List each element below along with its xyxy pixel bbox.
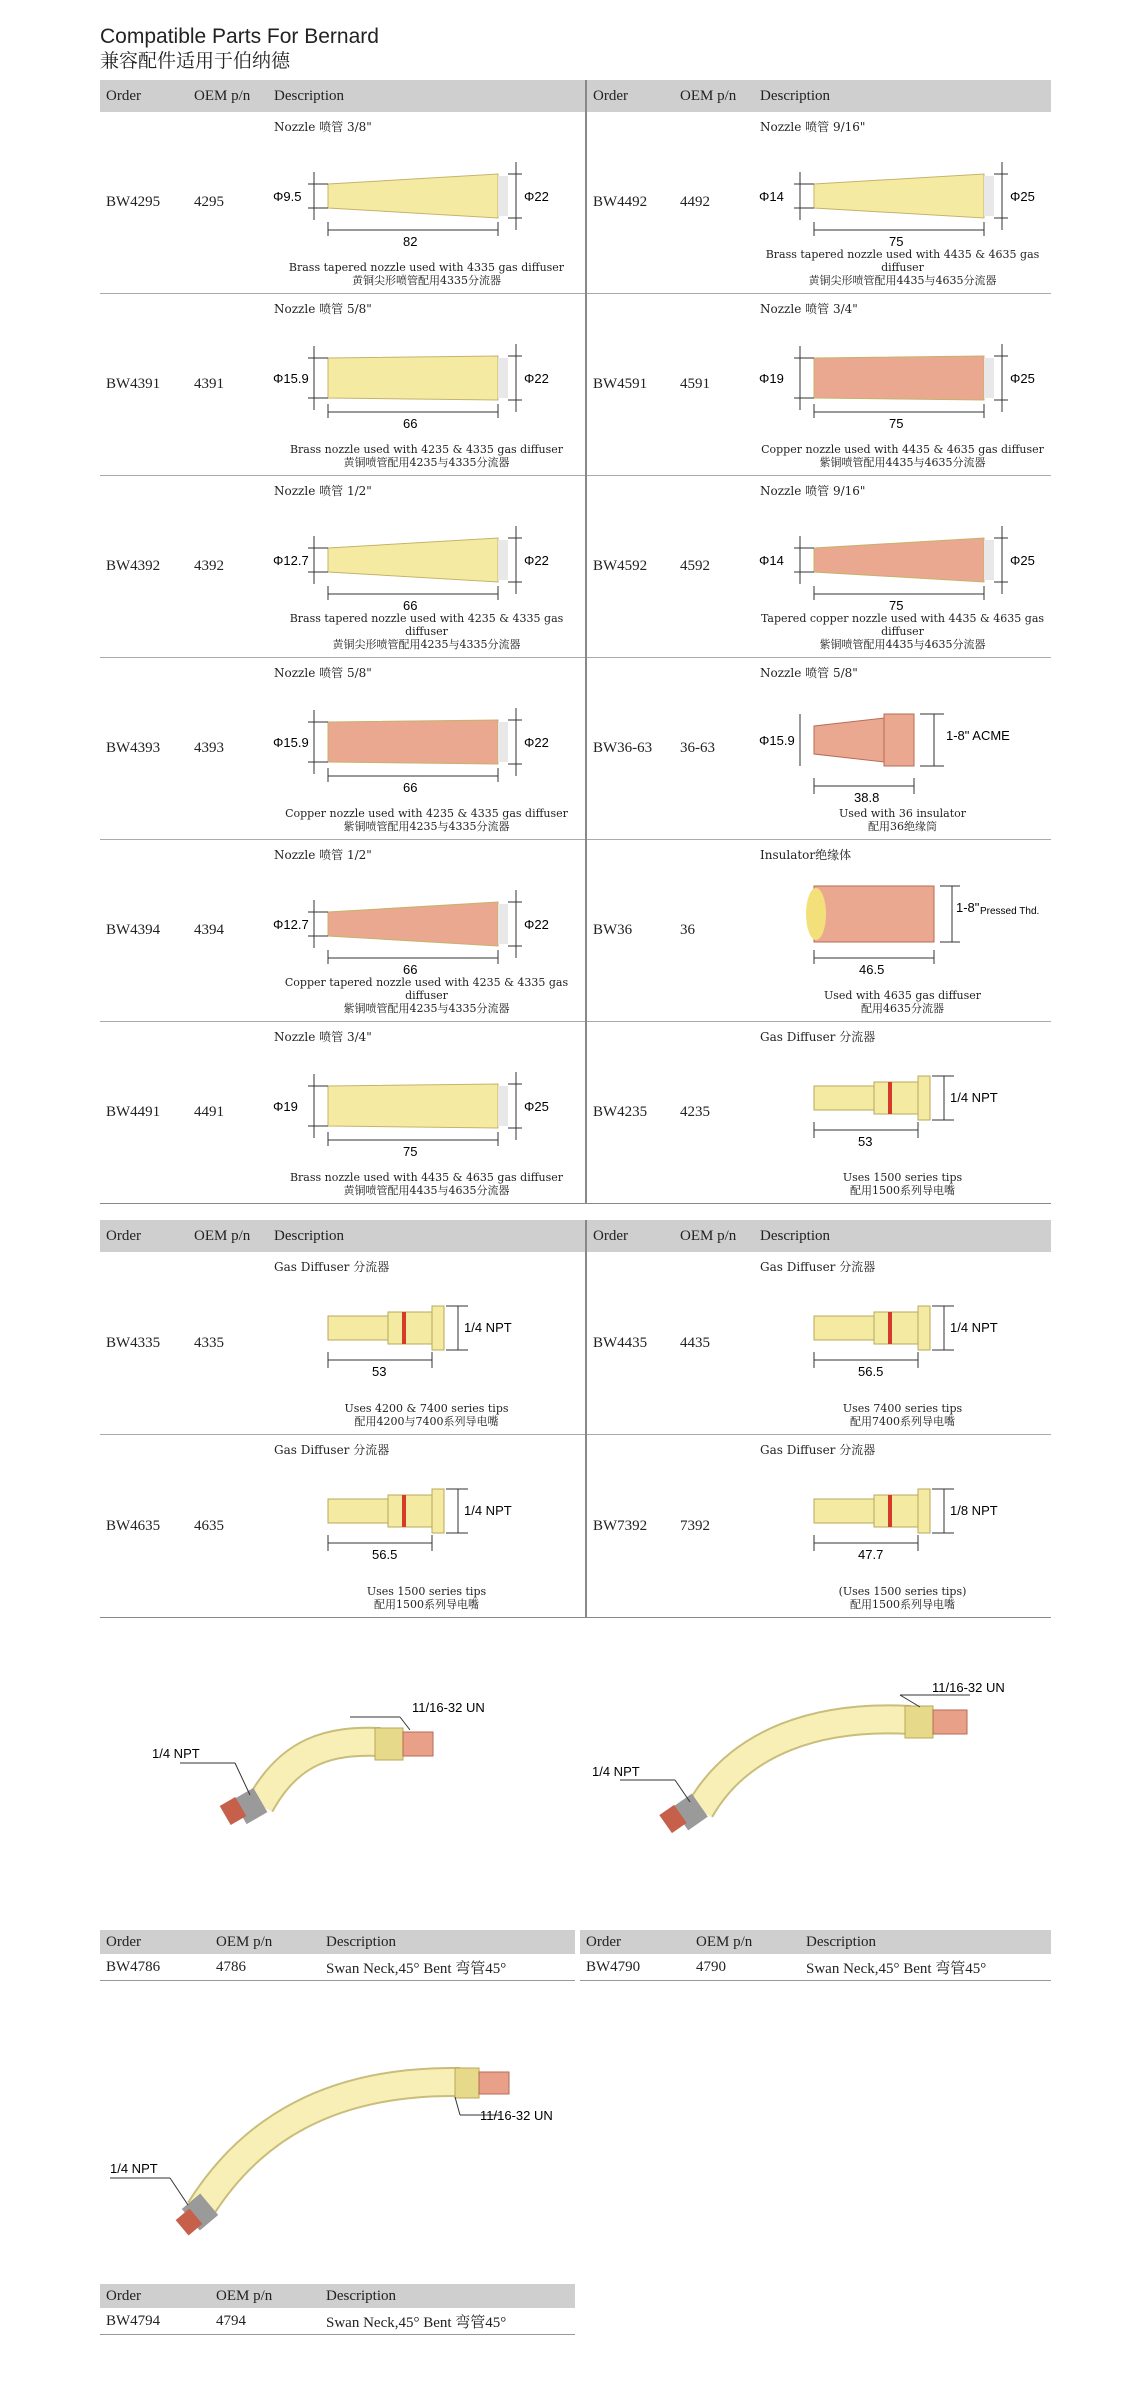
note-chinese: 配用1500系列导电嘴 (850, 1598, 955, 1611)
part-caption: Nozzle 喷管 3/8" (274, 120, 372, 134)
diffuser-shape (328, 1499, 388, 1523)
order-cell: BW4786 (100, 1954, 210, 1981)
description-block (268, 112, 585, 293)
description-cell (754, 1252, 1051, 1435)
header-order: Order (100, 1930, 210, 1954)
header-oem: OEM p/n (188, 1220, 268, 1252)
order-cell: BW4492 (586, 112, 674, 294)
note-english: Used with 36 insulator (838, 807, 967, 820)
inner-diameter-label: Φ14 (759, 553, 784, 568)
oem-cell: 4295 (188, 112, 268, 294)
part-drawing (268, 316, 568, 457)
order-cell: BW4393 (100, 658, 188, 840)
oem-cell: 4235 (674, 1022, 754, 1204)
nozzle-shape (328, 1084, 498, 1128)
outer-diameter-label: Φ25 (1010, 189, 1035, 204)
neck-c-npt-label: 1/4 NPT (110, 2161, 158, 2176)
diffuser-shape (814, 1316, 874, 1340)
order-cell: BW36 (586, 840, 674, 1022)
neck-table-4786 (100, 1930, 575, 1981)
nozzle-shape (814, 538, 984, 582)
neck-b-npt-label: 1/4 NPT (592, 1764, 640, 1779)
part-note (754, 1585, 1051, 1611)
part-drawing (268, 1044, 568, 1185)
length-label: 38.8 (854, 790, 880, 805)
order-cell: BW4235 (586, 1022, 674, 1204)
description-cell (754, 1435, 1051, 1618)
table-row (100, 1954, 575, 1981)
oem-cell: 4335 (188, 1252, 268, 1435)
page-title (100, 24, 379, 74)
note-english: Uses 1500 series tips (366, 1585, 487, 1598)
part-note (754, 612, 1051, 651)
table-row (100, 2308, 575, 2335)
outer-diameter-label: Φ22 (524, 735, 549, 750)
description-block (754, 658, 1051, 839)
table-row (100, 294, 1051, 476)
description-cell (754, 476, 1051, 658)
note-english: Copper nozzle used with 4235 & 4335 gas diffuser (285, 807, 568, 820)
thread-label: 1/4 NPT (950, 1090, 998, 1105)
note-english: Tapered copper nozzle used with 4435 & 4635 gas diffuser (760, 612, 1045, 638)
outer-diameter-label: Φ22 (524, 917, 549, 932)
diffuser-shape (814, 1499, 874, 1523)
part-drawing (268, 680, 568, 821)
note-english: Brass nozzle used with 4435 & 4635 gas diffuser (289, 1171, 564, 1184)
insulator-shape (814, 886, 934, 942)
description-cell (754, 1022, 1051, 1204)
part-drawing (268, 1274, 568, 1416)
note-english: Copper tapered nozzle used with 4235 & 4335 gas diffuser (284, 976, 569, 1002)
inner-diameter-label: Φ15.9 (273, 371, 309, 386)
order-cell: BW4635 (100, 1435, 188, 1618)
part-note (268, 261, 585, 287)
part-drawing (754, 1457, 1054, 1599)
header-order: Order (586, 1220, 674, 1252)
description-block (754, 840, 1051, 1021)
description-cell (754, 658, 1051, 840)
oem-cell: 4435 (674, 1252, 754, 1435)
note-english: Brass tapered nozzle used with 4435 & 4635 gas diffuser (765, 248, 1040, 274)
note-chinese: 黄铜尖形喷管配用4335分流器 (352, 274, 501, 287)
note-chinese: 黄铜喷管配用4235与4335分流器 (343, 456, 510, 469)
header-description: Description (268, 1220, 586, 1252)
header-oem: OEM p/n (210, 2284, 320, 2308)
length-label: 46.5 (859, 962, 885, 977)
table-row (580, 1954, 1051, 1981)
diffuser-shape (328, 1316, 388, 1340)
note-english: Brass tapered nozzle used with 4235 & 4335 gas diffuser (289, 612, 564, 638)
oem-cell: 36-63 (674, 658, 754, 840)
order-cell: BW4335 (100, 1252, 188, 1435)
part-drawing (754, 862, 1054, 1003)
header-oem: OEM p/n (674, 1220, 754, 1252)
note-chinese: 黄铜尖形喷管配用4235与4335分流器 (332, 638, 521, 651)
nozzle-shape (328, 902, 498, 946)
length-label: 56.5 (372, 1547, 398, 1562)
table-row (100, 840, 1051, 1022)
description-block (268, 840, 585, 1021)
part-drawing (268, 134, 568, 275)
header-description: Description (800, 1930, 1051, 1954)
part-caption: Nozzle 喷管 5/8" (760, 666, 858, 680)
description-cell (268, 112, 586, 294)
inner-diameter-label: Φ19 (273, 1099, 298, 1114)
nozzle-shape (328, 356, 498, 400)
oem-cell: 7392 (674, 1435, 754, 1618)
note-english: (Uses 1500 series tips) (838, 1585, 967, 1598)
part-caption: Gas Diffuser 分流器 (274, 1443, 390, 1457)
order-cell: BW4391 (100, 294, 188, 476)
note-chinese: 黄铜尖形喷管配用4435与4635分流器 (808, 274, 997, 287)
oem-cell: 4491 (188, 1022, 268, 1204)
length-label: 82 (403, 234, 418, 249)
nozzle-shape (328, 538, 498, 582)
length-label: 47.7 (858, 1547, 884, 1562)
length-label: 66 (403, 598, 418, 613)
part-caption: Insulator绝缘体 (760, 848, 852, 862)
order-cell: BW7392 (586, 1435, 674, 1618)
oem-cell: 4592 (674, 476, 754, 658)
oem-cell: 4591 (674, 294, 754, 476)
length-label: 66 (403, 780, 418, 795)
note-english: Used with 4635 gas diffuser (823, 989, 981, 1002)
description-cell (268, 1022, 586, 1204)
neck-b-un-label: 11/16-32 UN (932, 1680, 1005, 1695)
header-oem: OEM p/n (674, 80, 754, 112)
part-note (754, 1171, 1051, 1197)
swan-neck-4786-drawing (140, 1690, 500, 1850)
oem-cell: 4790 (690, 1954, 800, 1981)
part-caption: Nozzle 喷管 1/2" (274, 848, 372, 862)
part-caption: Gas Diffuser 分流器 (760, 1030, 876, 1044)
note-chinese: 紫铜喷管配用4435与4635分流器 (819, 638, 986, 651)
note-english: Brass nozzle used with 4235 & 4335 gas diffuser (289, 443, 564, 456)
note-english: Uses 4200 & 7400 series tips (344, 1402, 509, 1415)
header-order: Order (100, 80, 188, 112)
description-block (754, 1252, 1051, 1434)
description-cell (268, 294, 586, 476)
table-row (100, 1435, 1051, 1618)
nozzle-shape (328, 720, 498, 764)
note-english: Uses 7400 series tips (842, 1402, 963, 1415)
order-cell: BW4592 (586, 476, 674, 658)
part-caption: Nozzle 喷管 5/8" (274, 666, 372, 680)
header-description: Description (320, 2284, 575, 2308)
title-chinese: 兼容配件适用于伯纳德 (100, 50, 291, 72)
oem-cell: 4794 (210, 2308, 320, 2335)
part-caption: Gas Diffuser 分流器 (274, 1260, 390, 1274)
length-label: 56.5 (858, 1364, 884, 1379)
part-caption: Nozzle 喷管 3/4" (274, 1030, 372, 1044)
nozzle-shape (814, 174, 984, 218)
description-cell (268, 840, 586, 1022)
oem-cell: 4394 (188, 840, 268, 1022)
description-block (754, 1435, 1051, 1617)
order-cell: BW4790 (580, 1954, 690, 1981)
outer-diameter-label: Φ25 (1010, 371, 1035, 386)
thread-type-label: Pressed Thd. (980, 906, 1040, 917)
description-cell: Swan Neck,45° Bent 弯管45° (320, 2308, 575, 2335)
nozzle-shape (814, 718, 884, 762)
part-note (268, 1171, 585, 1197)
order-cell: BW4435 (586, 1252, 674, 1435)
oem-cell: 4391 (188, 294, 268, 476)
part-note (754, 443, 1051, 469)
nozzle-shape (328, 174, 498, 218)
oem-cell: 4393 (188, 658, 268, 840)
parts-table-1 (100, 80, 1051, 1204)
part-note (268, 612, 585, 651)
title-english: Compatible Parts For Bernard (100, 25, 379, 48)
length-label: 53 (372, 1364, 387, 1379)
thread-label: 1-8" (956, 900, 980, 915)
diffuser-shape (814, 1086, 874, 1110)
header-oem: OEM p/n (188, 80, 268, 112)
table-row (100, 658, 1051, 840)
note-chinese: 配用7400系列导电嘴 (850, 1415, 955, 1428)
oem-cell: 36 (674, 840, 754, 1022)
order-cell: BW4794 (100, 2308, 210, 2335)
description-block (268, 1252, 585, 1434)
thread-label: 1/4 NPT (950, 1320, 998, 1335)
table-row (100, 1252, 1051, 1435)
neck-c-un-label: 11/16-32 UN (480, 2108, 553, 2123)
oem-cell: 4492 (674, 112, 754, 294)
description-block (754, 476, 1051, 657)
order-cell: BW4295 (100, 112, 188, 294)
length-label: 66 (403, 962, 418, 977)
note-chinese: 紫铜喷管配用4235与4335分流器 (343, 1002, 510, 1015)
table-row (100, 112, 1051, 294)
part-note (268, 443, 585, 469)
note-chinese: 配用1500系列导电嘴 (850, 1184, 955, 1197)
swan-neck-4790-drawing (580, 1680, 1060, 1860)
part-drawing (754, 316, 1054, 457)
inner-diameter-label: Φ9.5 (273, 189, 302, 204)
description-cell (268, 1435, 586, 1618)
note-chinese: 黄铜喷管配用4435与4635分流器 (343, 1184, 510, 1197)
outer-diameter-label: Φ22 (524, 189, 549, 204)
order-cell: BW4392 (100, 476, 188, 658)
part-drawing (754, 1274, 1054, 1416)
neck-a-npt-label: 1/4 NPT (152, 1746, 200, 1761)
length-label: 66 (403, 416, 418, 431)
oem-cell: 4786 (210, 1954, 320, 1981)
header-order: Order (100, 1220, 188, 1252)
nozzle-shape (814, 356, 984, 400)
part-caption: Nozzle 喷管 3/4" (760, 302, 858, 316)
outer-diameter-label: Φ25 (524, 1099, 549, 1114)
neck-a-un-label: 11/16-32 UN (412, 1700, 485, 1715)
part-note (268, 976, 585, 1015)
header-order: Order (100, 2284, 210, 2308)
description-block (268, 1435, 585, 1617)
oem-cell: 4392 (188, 476, 268, 658)
header-description: Description (754, 80, 1051, 112)
length-label: 75 (889, 416, 904, 431)
note-chinese: 配用4635分流器 (861, 1002, 944, 1015)
inner-diameter-label: Φ14 (759, 189, 784, 204)
thread-label: 1/4 NPT (464, 1503, 512, 1518)
part-caption: Nozzle 喷管 9/16" (760, 484, 866, 498)
description-cell (754, 840, 1051, 1022)
description-cell: Swan Neck,45° Bent 弯管45° (800, 1954, 1051, 1981)
part-drawing (754, 1044, 1054, 1185)
length-label: 75 (403, 1144, 418, 1159)
part-drawing (268, 1457, 568, 1599)
part-note (754, 248, 1051, 287)
part-note (754, 807, 1051, 833)
part-caption: Nozzle 喷管 1/2" (274, 484, 372, 498)
outer-diameter-label: Φ22 (524, 553, 549, 568)
header-order: Order (586, 80, 674, 112)
part-note (268, 807, 585, 833)
description-cell (268, 1252, 586, 1435)
part-note (754, 989, 1051, 1015)
part-drawing (754, 680, 1054, 821)
description-block (268, 658, 585, 839)
parts-table-2 (100, 1220, 1051, 1618)
description-cell: Swan Neck,45° Bent 弯管45° (320, 1954, 575, 1981)
description-block (268, 1022, 585, 1203)
description-cell (754, 112, 1051, 294)
outer-diameter-label: Φ25 (1010, 553, 1035, 568)
order-cell: BW4394 (100, 840, 188, 1022)
inner-diameter-label: Φ19 (759, 371, 784, 386)
oem-cell: 4635 (188, 1435, 268, 1618)
header-description: Description (320, 1930, 575, 1954)
swan-neck-4794-drawing (100, 2040, 580, 2250)
description-block (268, 294, 585, 475)
description-block (754, 112, 1051, 293)
description-cell (268, 476, 586, 658)
note-chinese: 配用1500系列导电嘴 (374, 1598, 479, 1611)
part-caption: Nozzle 喷管 5/8" (274, 302, 372, 316)
note-chinese: 紫铜喷管配用4235与4335分流器 (343, 820, 510, 833)
header-description: Description (268, 80, 586, 112)
description-cell (268, 658, 586, 840)
table-header (100, 80, 1051, 112)
inner-diameter-label: Φ12.7 (273, 917, 309, 932)
thread-label: 1/8 NPT (950, 1503, 998, 1518)
note-chinese: 配用36绝缘筒 (868, 820, 937, 833)
header-description: Description (754, 1220, 1051, 1252)
description-cell (754, 294, 1051, 476)
inner-diameter-label: Φ12.7 (273, 553, 309, 568)
table-header (100, 1220, 1051, 1252)
length-label: 53 (858, 1134, 873, 1149)
table-row (100, 476, 1051, 658)
inner-diameter-label: Φ15.9 (759, 733, 795, 748)
outer-diameter-label: Φ22 (524, 371, 549, 386)
header-oem: OEM p/n (690, 1930, 800, 1954)
order-cell: BW4491 (100, 1022, 188, 1204)
table-row (100, 1022, 1051, 1204)
part-note (268, 1402, 585, 1428)
header-order: Order (580, 1930, 690, 1954)
neck-table-4794 (100, 2284, 575, 2335)
part-note (754, 1402, 1051, 1428)
neck-table-4790 (580, 1930, 1051, 1981)
length-label: 75 (889, 234, 904, 249)
order-cell: BW4591 (586, 294, 674, 476)
inner-diameter-label: Φ15.9 (273, 735, 309, 750)
part-caption: Nozzle 喷管 9/16" (760, 120, 866, 134)
order-cell: BW36-63 (586, 658, 674, 840)
note-english: Copper nozzle used with 4435 & 4635 gas diffuser (761, 443, 1044, 456)
note-english: Brass tapered nozzle used with 4335 gas diffuser (288, 261, 565, 274)
header-oem: OEM p/n (210, 1930, 320, 1954)
description-block (268, 476, 585, 657)
part-caption: Gas Diffuser 分流器 (760, 1260, 876, 1274)
thread-label: 1-8" ACME (946, 728, 1010, 743)
part-caption: Gas Diffuser 分流器 (760, 1443, 876, 1457)
description-block (754, 1022, 1051, 1203)
part-note (268, 1585, 585, 1611)
description-block (754, 294, 1051, 475)
note-chinese: 配用4200与7400系列导电嘴 (354, 1415, 499, 1428)
thread-label: 1/4 NPT (464, 1320, 512, 1335)
length-label: 75 (889, 598, 904, 613)
note-english: Uses 1500 series tips (842, 1171, 963, 1184)
note-chinese: 紫铜喷管配用4435与4635分流器 (819, 456, 986, 469)
